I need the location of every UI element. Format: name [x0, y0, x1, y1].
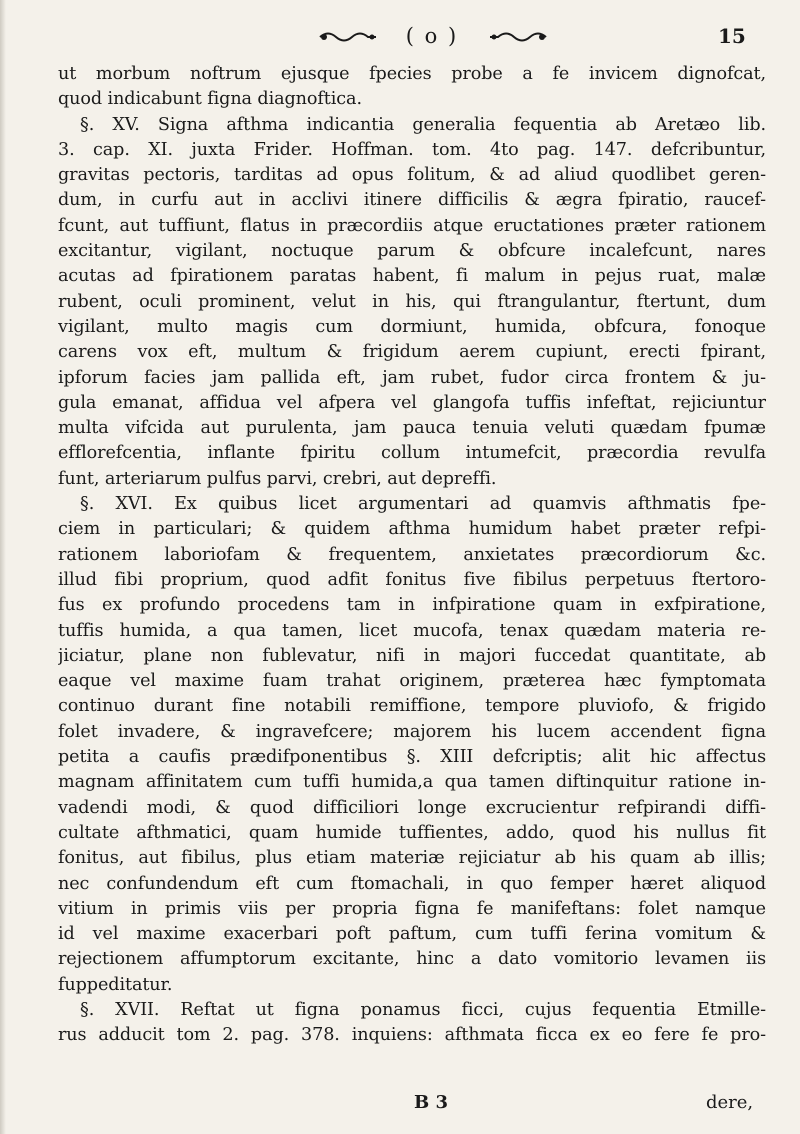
text-line: tuffis humida, a qua tamen, licet mucofa, tenax quædam materia re-	[58, 620, 766, 641]
page-number: 15	[718, 24, 746, 48]
text-line: vadendi modi, & quod difficiliori longe excrucientur refpirandi diffi-	[58, 797, 766, 818]
text-line: acutas ad fpirationem paratas habent, fi malum in pejus ruat, malæ	[58, 266, 766, 287]
text-line: multa vifcida aut purulenta, jam pauca tenuia veluti quædam fpumæ	[58, 418, 766, 439]
right-ornament-icon	[488, 30, 548, 44]
text-line: ut morbum noftrum ejusque fpecies probe a fe invicem dignofcat,	[58, 64, 766, 84]
gathering-signature: B 3	[414, 1092, 449, 1113]
section-heading-line: §. XVI. Ex quibus licet argumentari ad quamvis afthmatis fpe-	[80, 494, 766, 515]
body-text	[58, 62, 766, 1049]
text-line: id vel maxime exacerbari poft paftum, cum tuffi ferina vomitum &	[58, 924, 766, 945]
text-line: fuppeditatur.	[58, 974, 173, 995]
text-line: 3. cap. XI. juxta Frider. Hoffman. tom. 4to pag. 147. defcribuntur,	[58, 139, 766, 160]
text-line: carens vox eft, multum & frigidum aerem cupiunt, erecti fpirant,	[58, 342, 766, 363]
page-footer	[0, 1092, 800, 1122]
catchword: dere,	[706, 1092, 754, 1113]
text-line: magnam affinitatem cum tuffi humida,a qua tamen diftinquitur ratione in-	[58, 772, 766, 793]
text-line: ipforum facies jam pallida eft, jam rubet, fudor circa frontem & ju-	[58, 367, 766, 388]
text-line: gravitas pectoris, tarditas ad opus folitum, & ad aliud quodlibet geren-	[58, 165, 766, 186]
text-line: fus ex profundo procedens tam in infpiratione quam in exfpiratione,	[58, 595, 766, 616]
text-line: efflorefcentia, inflante fpiritu collum intumefcit, præcordia revulfa	[58, 443, 766, 464]
text-line: jiciatur, plane non fublevatur, nifi in majori fuccedat quantitate, ab	[58, 645, 766, 666]
text-line: vigilant, multo magis cum dormiunt, humida, obfcura, fonoque	[58, 316, 766, 337]
text-line: gula emanat, affidua vel afpera vel glangofa tuffis infeftat, rejiciuntur	[58, 392, 766, 413]
text-line: dum, in curfu aut in acclivi itinere difficilis & ægra fpiratio, raucef-	[58, 190, 766, 211]
section-heading-line: §. XVII. Reftat ut figna ponamus ficci, cujus fequentia Etmille-	[80, 999, 766, 1020]
text-line: rejectionem affumptorum excitante, hinc a dato vomitorio levamen iis	[58, 949, 766, 970]
text-line: quod indicabunt figna diagnoftica.	[58, 89, 362, 110]
left-ornament-icon	[318, 30, 378, 44]
text-line: illud fibi proprium, quod adfit fonitus five fibilus perpetuus ftertoro-	[58, 569, 766, 590]
text-line: rus adducit tom 2. pag. 378. inquiens: afthmata ficca ex eo fere fe pro-	[58, 1025, 766, 1046]
text-line: eaque vel maxime fuam trahat originem, præterea hæc fymptomata	[58, 671, 766, 692]
page-gutter-shadow	[0, 0, 6, 1134]
text-line: rubent, oculi prominent, velut in his, qui ftrangulantur, ftertunt, dum	[58, 291, 766, 312]
text-line: vitium in primis viis per propria figna fe manifeftans: folet namque	[58, 898, 766, 919]
text-line: cultate afthmatici, quam humide tuffientes, addo, quod his nullus fit	[58, 822, 766, 843]
text-line: ciem in particulari; & quidem afthma humidum habet præter refpi-	[58, 519, 766, 540]
section-heading-line: §. XV. Signa afthma indicantia generalia fequentia ab Aretæo lib.	[80, 114, 766, 135]
text-line: excitantur, vigilant, noctuque parum & obfcure incalefcunt, nares	[58, 241, 766, 262]
text-line: fcunt, aut tuffiunt, flatus in præcordiis atque eructationes præter rationem	[58, 215, 766, 236]
text-line: nec confundendum eft cum ftomachali, in quo femper hæret aliquod	[58, 873, 766, 894]
text-line: funt, arteriarum pulfus parvi, crebri, aut depreffi.	[58, 468, 497, 489]
text-line: petita a caufis prædifponentibus §. XIII defcriptis; alit hic affectus	[58, 747, 766, 768]
text-line: continuo durant fine notabili remiffione, tempore pluviofo, & frigido	[58, 696, 766, 717]
text-line: fonitus, aut fibilus, plus etiam materiæ rejiciatur ab his quam ab illis;	[58, 848, 766, 869]
running-header	[0, 22, 800, 52]
header-signature-mark: ( o )	[405, 24, 459, 48]
text-line: rationem laboriofam & frequentem, anxietates præcordiorum &c.	[58, 544, 766, 565]
text-line: folet invadere, & ingravefcere; majorem his lucem accendent figna	[58, 721, 766, 742]
